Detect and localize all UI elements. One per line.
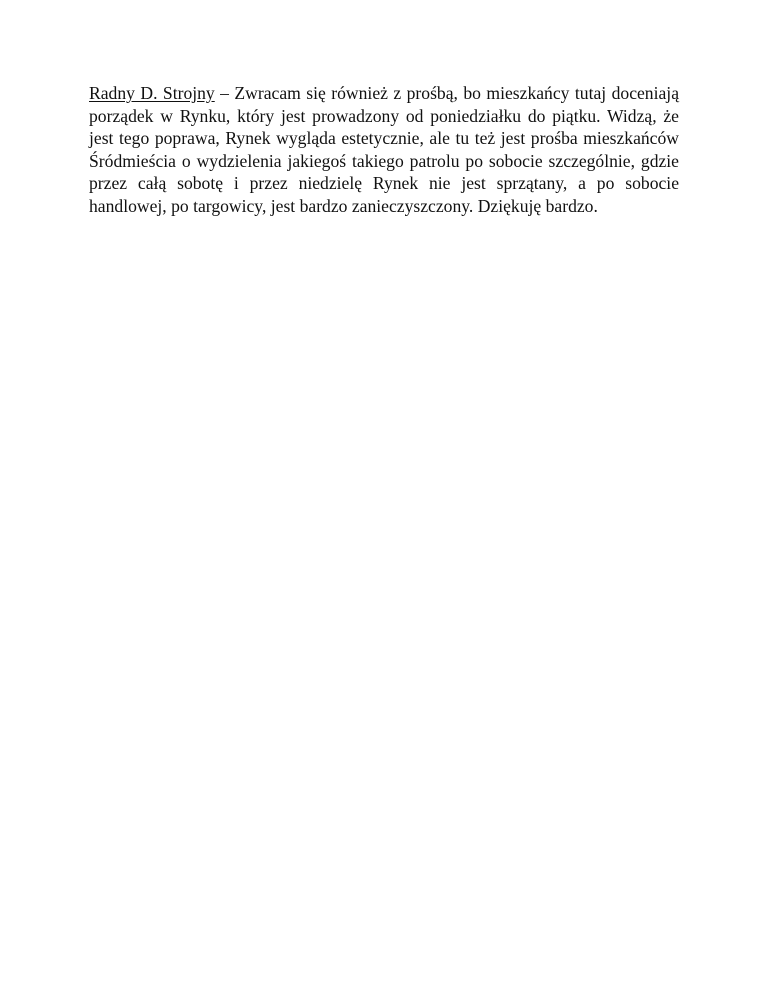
statement-text: Zwracam się również z prośbą, bo mieszkańcy tutaj doceniają porządek w Rynku, który jest prowadzony od poniedziałku do piątku. Widzą, że jest tego poprawa, Rynek wygląda estetycznie, ale tu też jest prośba mieszkańców Śródmieścia o wydzielenia jakiegoś takiego patrolu po sobocie szczególnie, gdzie przez całą sobotę i przez niedzielę Rynek nie jest sprzątany, a po sobocie handlowej, po targowicy, jest bardzo zanieczyszczony. Dziękuję bardzo. (89, 83, 679, 216)
statement-paragraph (89, 82, 679, 218)
separator-dash: – (214, 83, 235, 103)
speaker-name: Radny D. Strojny (89, 83, 215, 103)
